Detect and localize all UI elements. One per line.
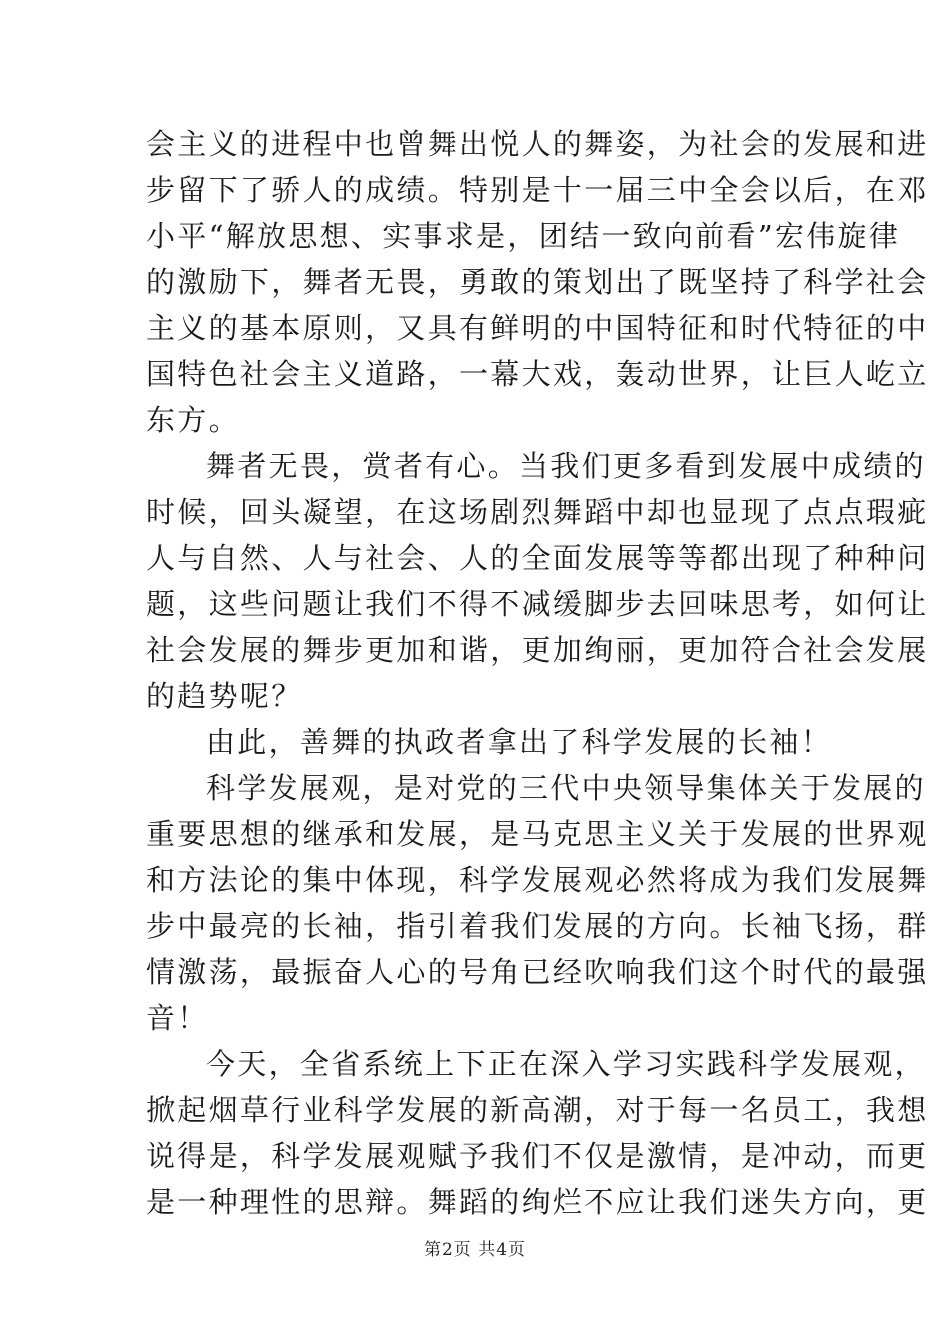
text-line: 步留下了骄人的成绩。特别是十一届三中全会以后，在邓 xyxy=(146,173,929,207)
text-line: 舞者无畏，赏者有心。当我们更多看到发展中成绩的 xyxy=(206,449,926,483)
text-line: 主义的基本原则，又具有鲜明的中国特征和时代特征的中 xyxy=(146,311,929,345)
text-line: 科学发展观，是对党的三代中央领导集体关于发展的 xyxy=(206,771,926,805)
text-line: 的激励下，舞者无畏，勇敢的策划出了既坚持了科学社会 xyxy=(146,265,929,299)
text-line: 会主义的进程中也曾舞出悦人的舞姿，为社会的发展和进 xyxy=(146,127,929,161)
text-line: 掀起烟草行业科学发展的新高潮，对于每一名员工，我想 xyxy=(146,1093,929,1127)
text-line: 题，这些问题让我们不得不减缓脚步去回味思考，如何让 xyxy=(146,587,929,621)
text-line: 国特色社会主义道路，一幕大戏，轰动世界，让巨人屹立 xyxy=(146,357,929,391)
text-line: 人与自然、人与社会、人的全面发展等等都出现了种种问 xyxy=(146,541,929,575)
page-footer: 第2页 共4页 xyxy=(423,1240,527,1260)
text-line: 和方法论的集中体现，科学发展观必然将成为我们发展舞 xyxy=(146,863,929,897)
text-line: 步中最亮的长袖，指引着我们发展的方向。长袖飞扬，群 xyxy=(146,909,929,943)
text-line: 的趋势呢？ xyxy=(146,679,303,713)
text-line: 说得是，科学发展观赋予我们不仅是激情，是冲动，而更 xyxy=(146,1139,929,1173)
text-line: 社会发展的舞步更加和谐，更加绚丽，更加符合社会发展 xyxy=(146,633,929,667)
text-line: 情激荡，最振奋人心的号角已经吹响我们这个时代的最强 xyxy=(146,955,929,989)
text-line: 由此，善舞的执政者拿出了科学发展的长袖！ xyxy=(206,725,833,759)
text-line: 今天，全省系统上下正在深入学习实践科学发展观， xyxy=(206,1047,926,1081)
text-line: 小平“解放思想、实事求是，团结一致向前看”宏伟旋律 xyxy=(146,219,901,253)
text-line: 时候，回头凝望，在这场剧烈舞蹈中却也显现了点点瑕疵 xyxy=(146,495,929,529)
text-line: 东方。 xyxy=(146,403,240,437)
text-line: 音！ xyxy=(146,1001,209,1035)
text-line: 是一种理性的思辩。舞蹈的绚烂不应让我们迷失方向，更 xyxy=(146,1185,929,1219)
text-line: 重要思想的继承和发展，是马克思主义关于发展的世界观 xyxy=(146,817,929,851)
